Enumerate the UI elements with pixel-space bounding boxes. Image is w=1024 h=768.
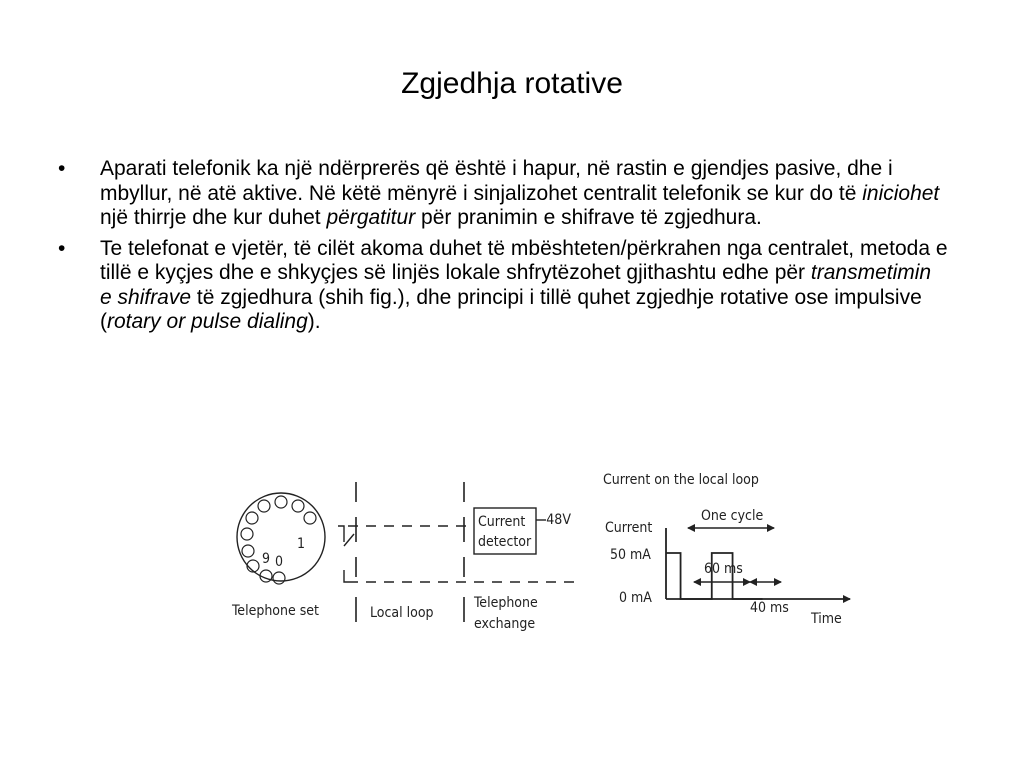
dial-digit: 1 [297, 536, 306, 552]
bullet-item-1 [58, 157, 948, 231]
bullet-italic-term: transmetimin e shifrave [100, 261, 932, 309]
time-axis-label: Time [811, 611, 842, 627]
detector-label: Current [478, 514, 526, 530]
bullet-text: një thirrje dhe kur duhet [100, 206, 327, 229]
bullet-marker: • [58, 157, 66, 180]
local-loop-label: Local loop [370, 605, 434, 621]
bullet-text: të zgjedhura (shih fig.), dhe principi i tillë quhet zgjedhje rotative ose impulsive ( [100, 285, 922, 333]
pulse-dialing-svg [226, 462, 876, 644]
cycle-label: One cycle [701, 508, 764, 524]
boundary-lines [356, 482, 464, 622]
low-level-label: 0 mA [619, 590, 652, 606]
hook-switch-icon [338, 526, 354, 582]
local-loop-wires [348, 526, 576, 582]
off-period-label: 60 ms [704, 561, 743, 577]
pulse-dialing-figure [226, 462, 876, 644]
bullet-text: ). [307, 310, 321, 333]
exchange-label: Telephone [474, 595, 538, 611]
bullet-list [58, 157, 948, 341]
slide-title: Zgjedhja rotative [401, 67, 623, 100]
voltage-label: –48V [540, 512, 571, 528]
rotary-dial-icon [237, 493, 325, 584]
telephone-set-label: Telephone set [232, 603, 319, 619]
bullet-text: Aparati telefonik ka një ndërprerës që është i hapur, në rastin e gjendjes pasive, dhe i mbyllur, në atë aktive. Në këtë mënyrë i sinjalizohet centralit telefonik se kur do të [100, 157, 893, 205]
bullet-marker: • [58, 236, 66, 260]
bullet-italic-term: rotary or pulse dialing [107, 310, 308, 333]
waveform-title: Current on the local loop [603, 472, 759, 488]
on-period-label: 40 ms [750, 600, 789, 616]
detector-label: detector [478, 534, 532, 550]
dial-digit: 0 [275, 554, 284, 570]
bullet-italic-term: iniciohet [862, 181, 940, 205]
bullet-text: Te telefonat e vjetër, të cilët akoma duhet të mbështeten/përkrahen nga centralet, metoda e tillë e kyçjes dhe e shkyçjes së linjës lokale shfrytëzohet gjithashtu edhe për [100, 236, 948, 284]
bullet-item-2 [58, 237, 948, 335]
waveform-y-label: Current [605, 520, 653, 536]
high-level-label: 50 mA [610, 547, 651, 563]
dial-digit: 9 [262, 551, 271, 567]
bullet-italic-term: përgatitur [326, 206, 416, 229]
bullet-text: për pranimin e shifrave të zgjedhura. [415, 206, 762, 229]
exchange-label: exchange [474, 616, 536, 632]
